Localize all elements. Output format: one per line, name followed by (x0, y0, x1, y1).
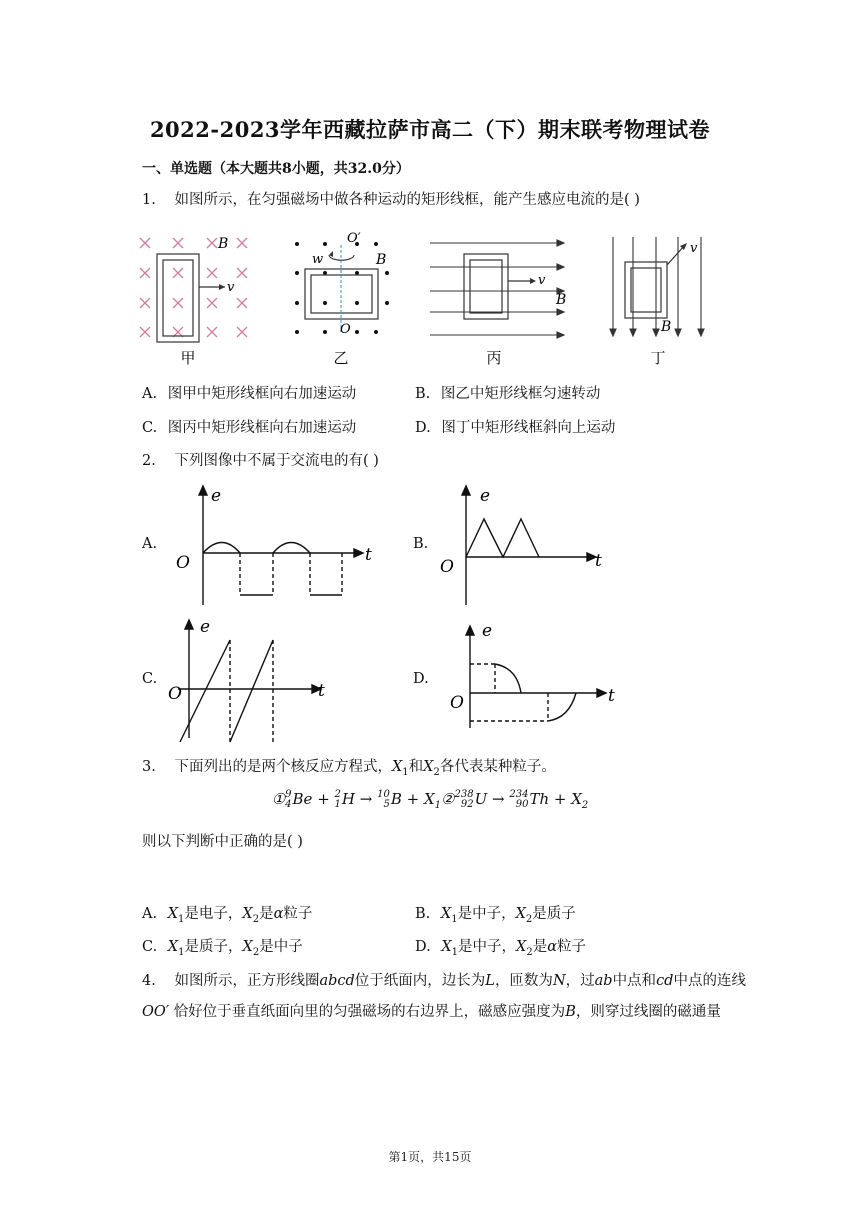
question-text: 如图所示，在匀强磁场中做各种运动的矩形线框，能产生感应电流的是( ) (174, 192, 640, 208)
o-symbol: O (340, 322, 351, 337)
b-symbol: B (376, 252, 387, 268)
v-symbol: v (538, 273, 546, 288)
axis-oo-label: OO′ (142, 1004, 170, 1020)
figure-bing (430, 240, 567, 338)
axis-t-label: t (318, 681, 325, 701)
axis-e-label: e (200, 617, 211, 637)
edge-ab: ab (594, 973, 613, 989)
q3-option-a[interactable] (142, 902, 312, 925)
x2-symbol: X (516, 939, 527, 955)
x2-subscript: 2 (526, 946, 533, 958)
turns-symbol: N (552, 973, 566, 989)
option-text: 是 (259, 906, 274, 922)
q1-figures (130, 225, 730, 370)
figure-label-ding: 丁 (650, 349, 666, 367)
coil-label: abcd (319, 973, 355, 989)
option-text: 是 (532, 939, 548, 955)
question-text: 下列图像中不属于交流电的有( ) (174, 453, 379, 469)
option-text: 图甲中矩形线框向右加速运动 (167, 386, 357, 402)
q1-option-a[interactable] (142, 382, 356, 403)
q1-option-b[interactable] (415, 382, 600, 403)
x2-subscript: 2 (525, 913, 533, 925)
x2-symbol: X (242, 906, 253, 922)
graph-d (466, 626, 606, 728)
q2-graphs (170, 480, 670, 750)
x2-subscript: 2 (252, 913, 260, 925)
question-text: ，匝数为 (494, 973, 553, 989)
alpha-symbol: α (547, 939, 558, 955)
x1-symbol: X (423, 790, 435, 808)
option-text: 图丁中矩形线框斜向上运动 (441, 420, 616, 436)
question-text: 中点和 (612, 973, 657, 989)
x1-symbol: X (391, 759, 403, 775)
option-letter: A. (142, 386, 158, 402)
x2-subscript: 2 (581, 800, 589, 811)
x1-symbol: X (167, 906, 179, 922)
question-text: 中点的连线 (673, 973, 746, 989)
option-letter: C. (142, 420, 158, 436)
question-number: 4. (142, 973, 156, 989)
q2-option-c[interactable]: C. (142, 671, 158, 687)
axis-e-label: e (482, 621, 493, 641)
option-text: 是质子 (532, 906, 576, 922)
figure-label-jia: 甲 (180, 349, 196, 367)
question-text: 如图所示，正方形线圈 (174, 973, 320, 989)
option-text: 粒子 (557, 939, 587, 955)
x1-subscript: 1 (402, 766, 409, 778)
axis-e-label: e (211, 486, 222, 506)
x1-symbol: X (440, 906, 452, 922)
origin-label: O (450, 693, 464, 713)
b-symbol: B (661, 319, 672, 335)
option-letter: A. (142, 906, 158, 922)
question-3-follow: 则以下判断中正确的是( ) (142, 834, 303, 850)
option-letter: C. (142, 939, 158, 955)
section-heading: 一、单选题（本大题共8小题，共32.0分） (142, 161, 410, 177)
option-text: 是中子 (259, 939, 303, 955)
axis-t-label: t (608, 686, 615, 706)
alpha-symbol: α (273, 906, 284, 922)
v-symbol: v (690, 241, 698, 256)
edge-cd: cd (656, 973, 674, 989)
origin-label: O (440, 557, 454, 577)
option-letter: B. (415, 906, 431, 922)
axis-e-label: e (480, 486, 491, 506)
question-1 (142, 188, 640, 212)
q2-option-b[interactable]: B. (413, 536, 429, 552)
x2-subscript: 2 (252, 946, 260, 958)
length-symbol: L (485, 973, 495, 989)
x1-symbol: X (167, 939, 179, 955)
option-text: 是中子， (457, 906, 516, 922)
x2-symbol: X (571, 790, 582, 808)
option-text: 是电子， (184, 906, 243, 922)
graph-c (178, 620, 321, 742)
x1-subscript: 1 (451, 913, 458, 925)
conjunction: 和 (408, 759, 424, 775)
origin-label: O (176, 553, 190, 573)
equation-1-mark: ① (271, 790, 286, 808)
axis-t-label: t (365, 545, 372, 565)
graph-a (199, 486, 363, 605)
x2-symbol: X (423, 759, 434, 775)
x1-subscript: 1 (451, 946, 459, 958)
option-letter: B. (415, 386, 431, 402)
q1-option-d[interactable] (415, 416, 615, 437)
question-text: 下面列出的是两个核反应方程式， (174, 759, 392, 775)
option-letter: D. (415, 420, 431, 436)
figure-label-bing: 丙 (486, 349, 502, 367)
o-prime-symbol: O′ (347, 231, 361, 246)
question-text: 位于纸面内，边长为 (354, 973, 486, 989)
option-text: 是质子， (184, 939, 243, 955)
q2-option-d[interactable]: D. (413, 671, 429, 687)
x1-symbol: X (441, 939, 452, 955)
x2-subscript: 2 (433, 766, 440, 778)
q3-option-b[interactable] (415, 902, 576, 925)
x2-symbol: X (242, 939, 253, 955)
question-4-line-2 (142, 1000, 721, 1024)
question-text: ，则穿过线圈的磁通量 (575, 1004, 721, 1020)
question-text: 各代表某种粒子。 (439, 759, 556, 775)
option-text: 粒子 (283, 906, 313, 922)
option-letter: D. (415, 939, 431, 955)
option-text: 图丙中矩形线框向右加速运动 (167, 420, 357, 436)
q2-option-a[interactable]: A. (142, 536, 158, 552)
question-4-line-1 (142, 969, 746, 993)
option-text: 是中子， (458, 939, 517, 955)
b-symbol: B (556, 292, 567, 308)
question-text: ，过 (565, 973, 595, 989)
x1-subscript: 1 (178, 946, 185, 958)
origin-label: O (168, 684, 182, 704)
b-symbol: B (565, 1004, 576, 1020)
nuclear-equations: ① 9 4 Be + 2 1 H → 10 5 $B + X_1②$ 238 92 U → 234 90 $Th + X_2$ (271, 789, 589, 811)
w-symbol: w (312, 252, 324, 267)
question-text: 恰好位于垂直纸面向里的匀强磁场的右边界上，磁感应强度为 (173, 1004, 566, 1020)
axis-t-label: t (595, 551, 602, 571)
question-number: 1. (142, 192, 156, 208)
page-title: 2022-2023学年西藏拉萨市高二（下）期末联考物理试卷 (149, 117, 711, 142)
option-text: 图乙中矩形线框匀速转动 (440, 386, 601, 402)
question-number: 3. (142, 759, 156, 775)
figure-label-yi: 乙 (333, 349, 349, 367)
page-footer: 第1页，共15页 (388, 1150, 472, 1164)
x1-subscript: 1 (434, 800, 442, 811)
q1-option-c[interactable] (142, 416, 356, 437)
equation-2-mark: ② (441, 790, 455, 808)
q3-option-d[interactable] (415, 935, 586, 958)
question-number: 2. (142, 453, 156, 469)
q3-option-c[interactable] (142, 935, 303, 958)
figure-yi (295, 242, 389, 334)
x1-subscript: 1 (178, 913, 185, 925)
question-3 (142, 755, 556, 785)
x2-symbol: X (515, 906, 526, 922)
v-symbol: v (227, 280, 235, 295)
question-2 (142, 449, 379, 473)
b-symbol: B (218, 236, 229, 252)
